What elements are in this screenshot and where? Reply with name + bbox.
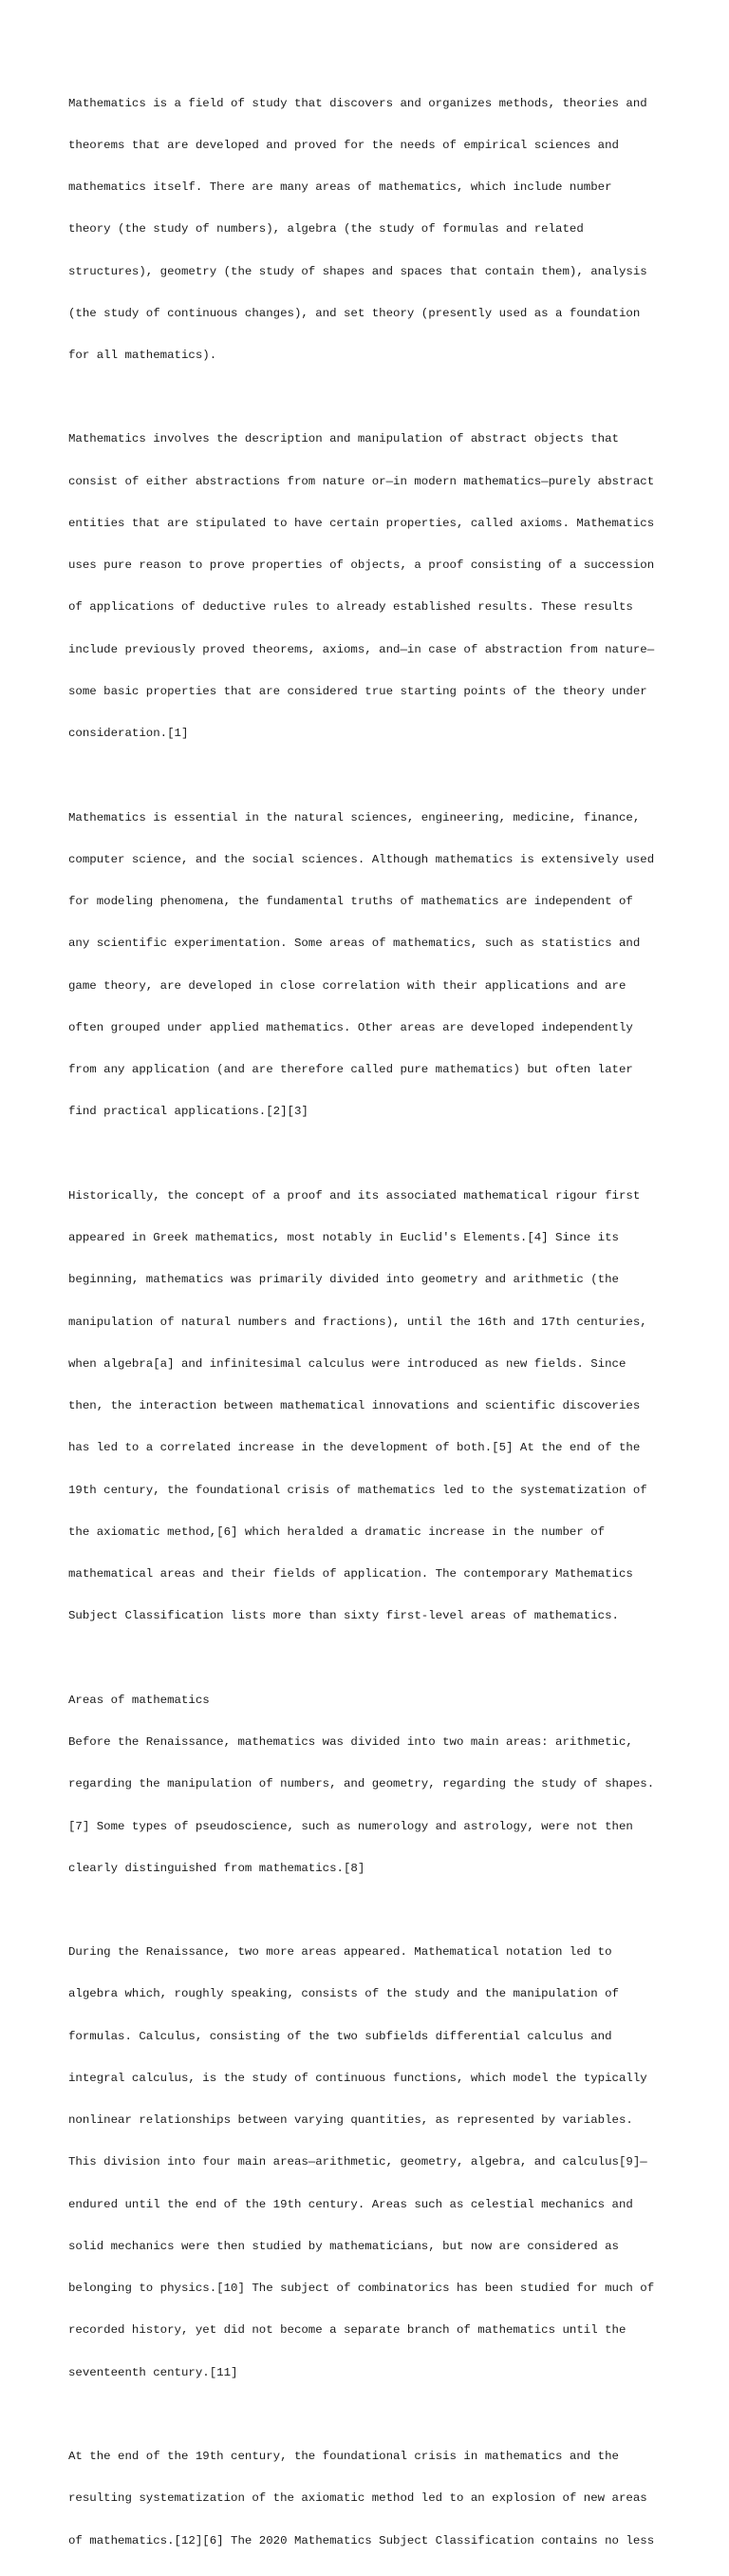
text-line: for modeling phenomena, the fundamental truths of mathematics are independent of (68, 895, 633, 909)
text-line: clearly distinguished from mathematics.[8] (68, 1861, 365, 1875)
paragraph-history (68, 1161, 662, 1651)
text-line: any scientific experimentation. Some areas of mathematics, such as statistics and (68, 937, 641, 951)
text-line: consist of either abstractions from nature or—in modern mathematics—purely abstract (68, 474, 655, 488)
text-line: formulas. Calculus, consisting of the two subfields differential calculus and (68, 2029, 612, 2043)
paragraph-applications (68, 783, 662, 1147)
text-line: the axiomatic method,[6] which heralded a dramatic increase in the number of (68, 1525, 606, 1539)
text-line: seventeenth century.[11] (68, 2365, 238, 2379)
text-line: During the Renaissance, two more areas appeared. Mathematical notation led to (68, 1945, 612, 1960)
text-line: Mathematics is essential in the natural sciences, engineering, medicine, finance, (68, 810, 641, 824)
text-line: manipulation of natural numbers and fractions), until the 16th and 17th centuries, (68, 1315, 647, 1329)
text-line: Mathematics involves the description and manipulation of abstract objects that (68, 432, 619, 446)
text-line: theory (the study of numbers), algebra (the study of formulas and related (68, 222, 584, 237)
text-line: structures), geometry (the study of shapes and spaces that contain them), analysis (68, 264, 647, 278)
paragraph-foundational-crisis (68, 2422, 662, 2576)
text-line: include previously proved theorems, axioms, and—in case of abstraction from nature— (68, 642, 655, 656)
text-line: At the end of the 19th century, the foundational crisis in mathematics and the (68, 2450, 619, 2464)
paragraph-areas-of-mathematics (68, 1665, 662, 1904)
text-line: consideration.[1] (68, 727, 189, 741)
text-line: mathematics itself. There are many areas of mathematics, which include number (68, 180, 612, 194)
text-line: Subject Classification lists more than sixty first-level areas of mathematics. (68, 1609, 619, 1623)
text-line: belonging to physics.[10] The subject of combinatorics has been studied for much of (68, 2282, 655, 2296)
text-line: mathematical areas and their fields of application. The contemporary Mathematics (68, 1567, 633, 1582)
text-line: [7] Some types of pseudoscience, such as numerology and astrology, were not then (68, 1819, 633, 1833)
text-line: of applications of deductive rules to already established results. These results (68, 600, 633, 615)
text-line: algebra which, roughly speaking, consists of the study and the manipulation of (68, 1987, 619, 2001)
text-line: of mathematics.[12][6] The 2020 Mathematics Subject Classification contains no less (68, 2533, 655, 2548)
text-line: from any application (and are therefore called pure mathematics) but often later (68, 1063, 633, 1077)
text-line: integral calculus, is the study of continuous functions, which model the typically (68, 2071, 647, 2085)
text-line: beginning, mathematics was primarily divided into geometry and arithmetic (the (68, 1273, 619, 1287)
text-line: resulting systematization of the axiomatic method led to an explosion of new areas (68, 2491, 647, 2506)
text-line: regarding the manipulation of numbers, and geometry, regarding the study of shapes. (68, 1777, 655, 1791)
text-line: for all mathematics). (68, 349, 217, 362)
paragraph-abstract-objects (68, 405, 662, 769)
text-line: when algebra[a] and infinitesimal calculus were introduced as new fields. Since (68, 1356, 626, 1371)
text-line: appeared in Greek mathematics, most notably in Euclid's Elements.[4] Since its (68, 1231, 619, 1245)
text-line: Historically, the concept of a proof and its associated mathematical rigour first (68, 1188, 641, 1203)
text-line: This division into four main areas—arithmetic, geometry, algebra, and calculus[9]— (68, 2155, 647, 2169)
text-line: game theory, are developed in close correlation with their applications and are (68, 978, 626, 993)
section-heading: Areas of mathematics (68, 1693, 210, 1707)
text-line: uses pure reason to prove properties of objects, a proof consisting of a succession (68, 559, 655, 573)
text-line: theorems that are developed and proved for the needs of empirical sciences and (68, 138, 619, 152)
text-line: (the study of continuous changes), and set theory (presently used as a foundation (68, 306, 641, 320)
text-line: some basic properties that are considered true starting points of the theory under (68, 684, 647, 698)
paragraph-renaissance (68, 1918, 662, 2408)
text-line: recorded history, yet did not become a separate branch of mathematics until the (68, 2323, 626, 2338)
text-line: has led to a correlated increase in the development of both.[5] At the end of the (68, 1441, 641, 1455)
text-line: computer science, and the social sciences. Although mathematics is extensively used (68, 852, 655, 866)
text-line: Before the Renaissance, mathematics was divided into two main areas: arithmetic, (68, 1735, 633, 1749)
text-line: endured until the end of the 19th century. Areas such as celestial mechanics and (68, 2197, 633, 2211)
text-line: Mathematics is a field of study that discovers and organizes methods, theories and (68, 96, 647, 110)
text-line: then, the interaction between mathematical innovations and scientific discoveries (68, 1399, 641, 1413)
text-line: find practical applications.[2][3] (68, 1105, 308, 1119)
paragraph-intro (68, 68, 662, 390)
text-line: nonlinear relationships between varying quantities, as represented by variables. (68, 2113, 633, 2128)
text-line: 19th century, the foundational crisis of mathematics led to the systematization of (68, 1483, 647, 1497)
text-line: solid mechanics were then studied by mathematicians, but now are considered as (68, 2239, 619, 2253)
text-line: often grouped under applied mathematics. Other areas are developed independently (68, 1020, 633, 1034)
text-line: entities that are stipulated to have certain properties, called axioms. Mathematics (68, 516, 655, 530)
